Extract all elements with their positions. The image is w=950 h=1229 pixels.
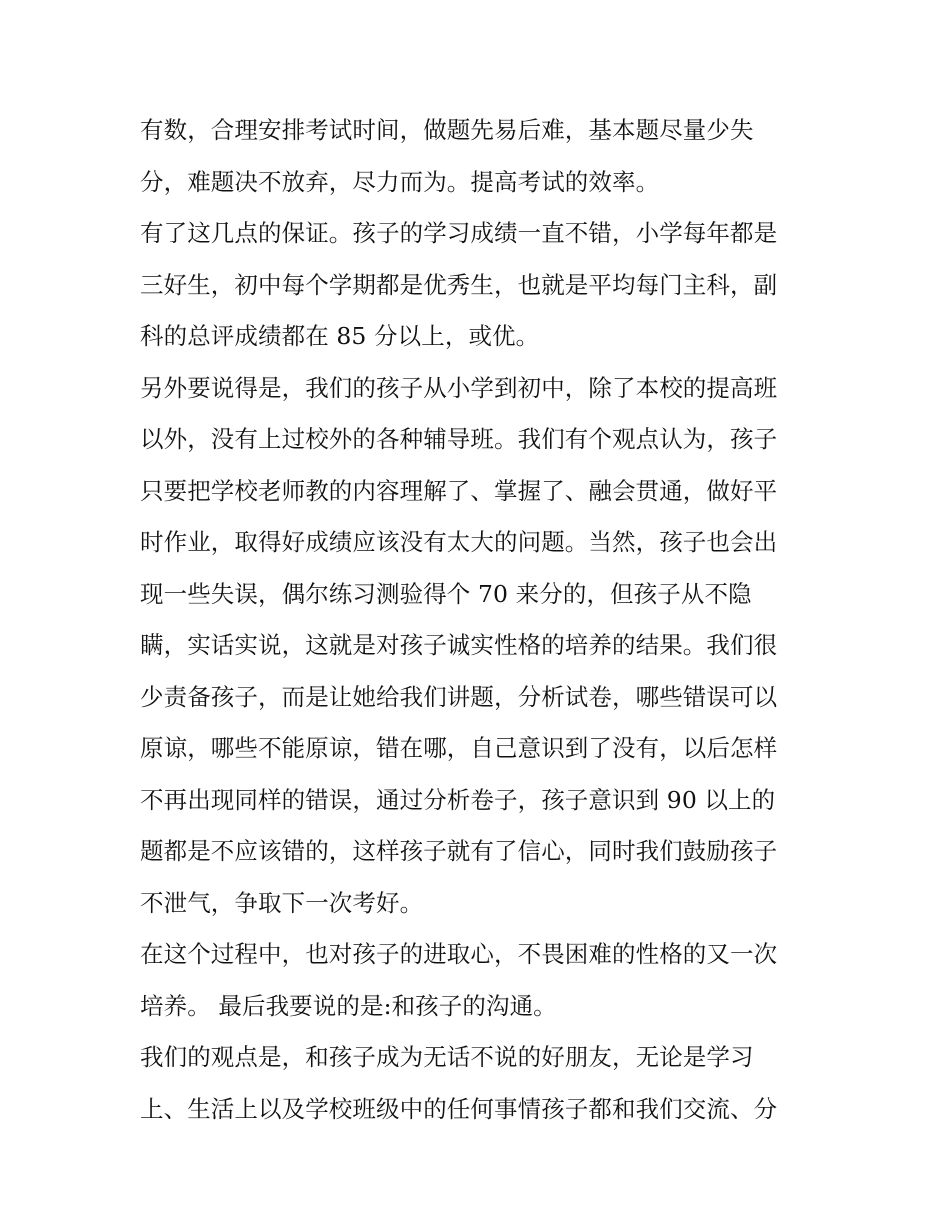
text-line: 另外要说得是，我们的孩子从小学到初中，除了本校的提高班 xyxy=(140,373,778,402)
text-line: 上、生活上以及学校班级中的任何事情孩子都和我们交流、分 xyxy=(140,1094,778,1123)
text-line: 有了这几点的保证。孩子的学习成绩一直不错，小学每年都是 xyxy=(140,219,778,247)
text-line: 不泄气，争取下一次考好。 xyxy=(140,888,424,917)
text-line: 现一些失误，偶尔练习测验得个 70 来分的，但孩子从不隐 xyxy=(140,579,752,608)
text-line: 三好生，初中每个学期都是优秀生，也就是平均每门主科，副 xyxy=(140,270,778,299)
text-line: 以外，没有上过校外的各种辅导班。我们有个观点认为，孩子 xyxy=(140,425,778,453)
text-line: 在这个过程中，也对孩子的进取心，不畏困难的性格的又一次 xyxy=(140,940,778,968)
text-line: 科的总评成绩都在 85 分以上，或优。 xyxy=(140,322,540,350)
text-line: 分，难题决不放弃，尽力而为。提高考试的效率。 xyxy=(140,167,660,196)
text-line: 瞒，实话实说，这就是对孩子诚实性格的培养的结果。我们很 xyxy=(140,631,778,659)
text-line: 题都是不应该错的，这样孩子就有了信心，同时我们鼓励孩子 xyxy=(140,837,778,865)
text-line: 只要把学校老师教的内容理解了、掌握了、融会贯通，做好平 xyxy=(140,476,778,505)
text-line: 我们的观点是，和孩子成为无话不说的好朋友，无论是学习 xyxy=(140,1043,754,1071)
text-line: 有数，合理安排考试时间，做题先易后难，基本题尽量少失 xyxy=(140,116,754,144)
document-body xyxy=(140,105,815,1135)
text-line: 时作业，取得好成绩应该没有太大的问题。当然，孩子也会出 xyxy=(140,528,778,556)
text-line: 少责备孩子，而是让她给我们讲题，分析试卷，哪些错误可以 xyxy=(140,682,778,711)
text-line: 不再出现同样的错误，通过分析卷子，孩子意识到 90 以上的 xyxy=(140,785,776,814)
text-line: 培养。 最后我要说的是:和孩子的沟通。 xyxy=(140,991,557,1020)
text-line: 原谅，哪些不能原谅，错在哪，自己意识到了没有，以后怎样 xyxy=(140,734,778,762)
